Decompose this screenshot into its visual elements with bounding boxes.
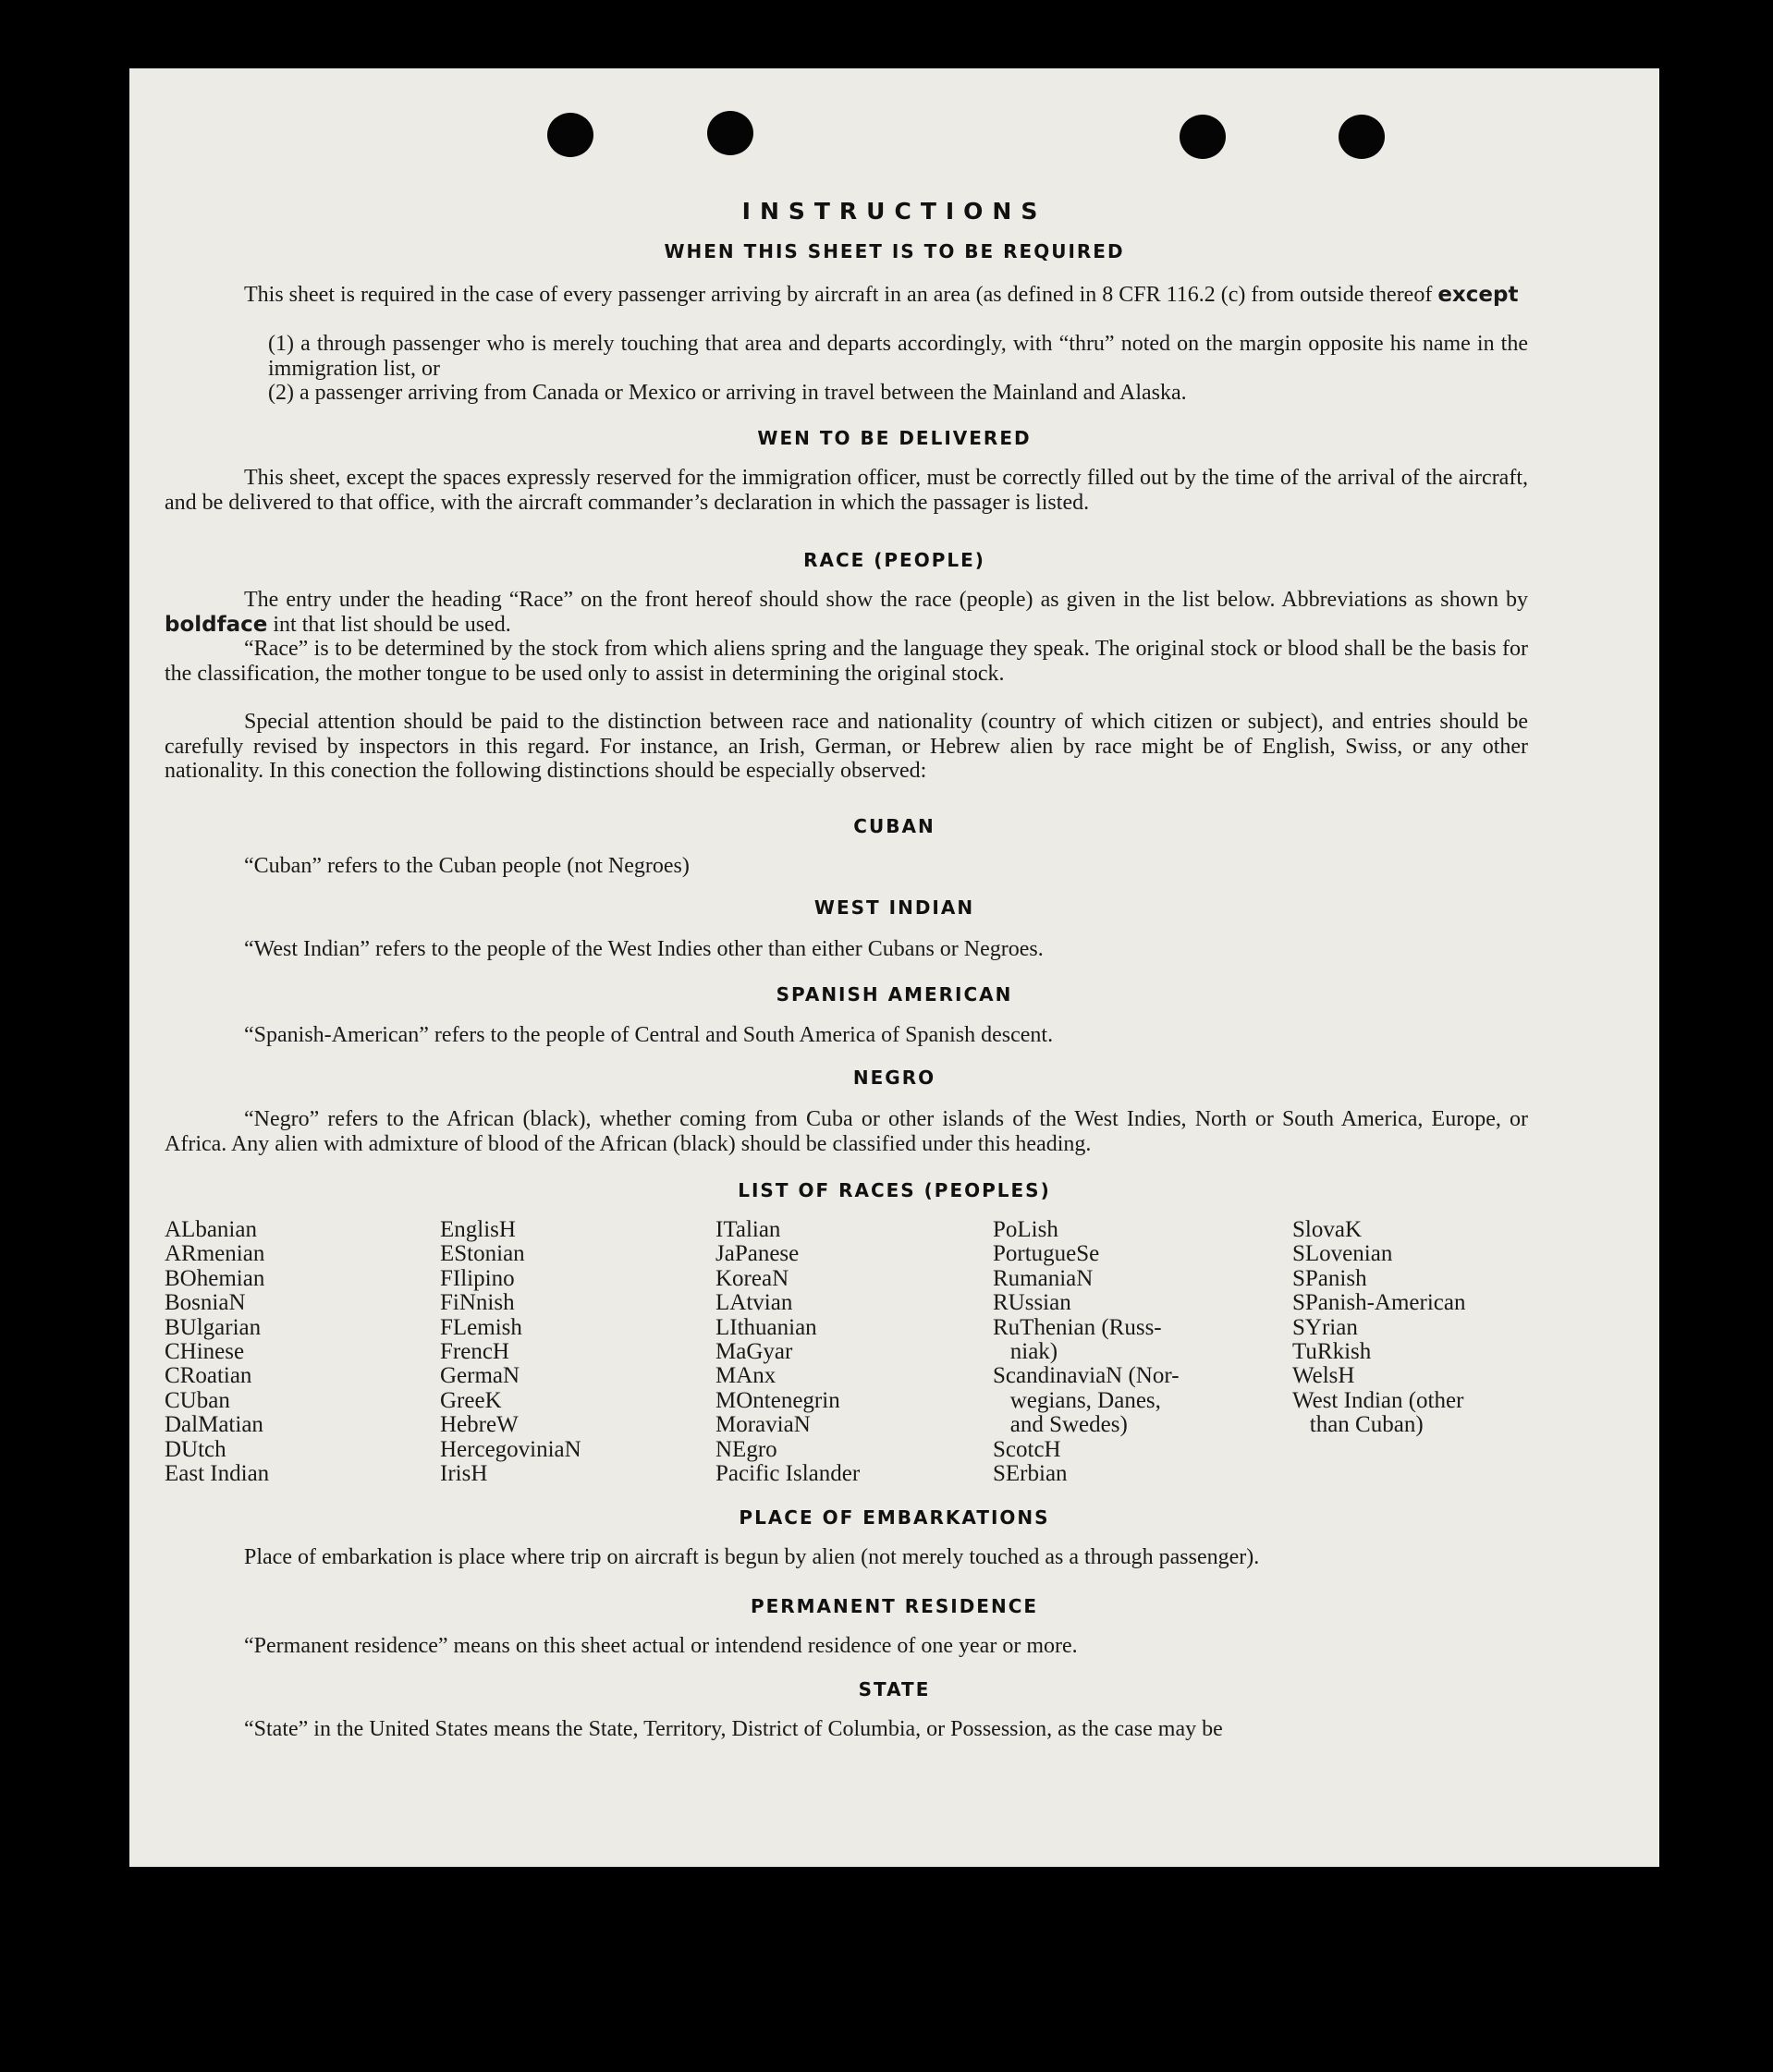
heading-spanish-american: SPANISH AMERICAN <box>776 983 1013 1006</box>
race-entry: TuRkish <box>1292 1339 1372 1365</box>
race-entry: CUban <box>165 1387 230 1413</box>
race-entry: IrisH <box>440 1461 488 1487</box>
race-entry: and Swedes) <box>993 1412 1128 1438</box>
race-entry: GermaN <box>440 1363 520 1389</box>
race-entry: RuThenian (Russ- <box>993 1314 1162 1340</box>
race-entry: FIlipino <box>440 1265 515 1291</box>
delivered-paragraph: This sheet, except the spaces expressly reserved for the immigration officer, must be correctly filled out by the time of the arrival of the aircraft, and be delivered to that office, with the aircraft commander’s declaration in which the passager is listed. <box>165 466 1528 515</box>
race-entry: CRoatian <box>165 1363 252 1389</box>
required-item-2: (2) a passenger arriving from Canada or Mexico or arriving in travel between the Mainland and Alaska. <box>268 381 1187 405</box>
races-column-4 <box>993 1218 1180 1486</box>
heading-state: STATE <box>858 1678 931 1700</box>
race-text-after: int that list should be used. <box>273 612 511 637</box>
race-entry: ScandinaviaN (Nor- <box>993 1363 1180 1389</box>
heading-when-required: WHEN THIS SHEET IS TO BE REQUIRED <box>664 240 1125 262</box>
punch-hole <box>707 111 753 155</box>
spanish-american-paragraph: “Spanish-American” refers to the people of Central and South America of Spanish descent. <box>244 1023 1054 1047</box>
race-entry: LIthuanian <box>715 1314 817 1340</box>
race-entry: WelsH <box>1292 1363 1355 1389</box>
race-entry: BOhemian <box>165 1265 265 1291</box>
race-entry: LAtvian <box>715 1290 793 1316</box>
race-entry: SYrian <box>1292 1314 1358 1340</box>
races-column-3 <box>715 1218 860 1486</box>
race-entry: SPanish <box>1292 1265 1367 1291</box>
race-entry: FrencH <box>440 1339 509 1365</box>
race-paragraph-1 <box>165 588 1528 637</box>
race-entry: SPanish-American <box>1292 1290 1466 1316</box>
race-entry: EStonian <box>440 1241 525 1267</box>
heading-west-indian: WEST INDIAN <box>813 896 975 919</box>
race-entry: Pacific Islander <box>715 1461 861 1487</box>
heading-when-delivered: WEN TO BE DELIVERED <box>757 427 1032 449</box>
race-entry: MAnx <box>715 1363 776 1389</box>
race-entry: ITalian <box>715 1217 781 1242</box>
race-entry: PortugueSe <box>993 1241 1100 1267</box>
required-paragraph <box>165 283 1528 308</box>
page-title: INSTRUCTIONS <box>741 198 1047 225</box>
punch-hole <box>1339 115 1385 159</box>
heading-permanent-residence: PERMANENT RESIDENCE <box>750 1595 1039 1617</box>
west-indian-paragraph: “West Indian” refers to the people of the West Indies other than either Cubans or Negroes. <box>244 937 1044 961</box>
race-entry: PoLish <box>993 1217 1058 1242</box>
document-page <box>129 68 1659 1867</box>
heading-cuban: CUBAN <box>853 815 935 837</box>
race-entry: DUtch <box>165 1436 226 1462</box>
race-paragraph-3: Special attention should be paid to the distinction between race and nationality (country of which citizen or subject), and entries should be carefully revised by inspectors in this regard. For instance, an Irish, German, or Hebrew alien by race might be of English, Swiss, or any other nationality. In this conection the following distinctions should be especially observed: <box>165 710 1528 783</box>
race-entry: RUssian <box>993 1290 1071 1316</box>
race-paragraph-2: “Race” is to be determined by the stock from which aliens spring and the language they speak. The original stock or blood shall be the basis for the classification, the mother tongue to be used only to assist in determining the original stock. <box>165 637 1528 686</box>
race-entry: East Indian <box>165 1461 270 1487</box>
race-entry: DalMatian <box>165 1412 263 1438</box>
races-column-1 <box>165 1218 269 1486</box>
race-entry: FiNnish <box>440 1290 515 1316</box>
punch-hole <box>1180 115 1226 159</box>
race-entry: KoreaN <box>715 1265 789 1291</box>
race-entry: NEgro <box>715 1436 777 1462</box>
race-entry: West Indian (other <box>1292 1387 1464 1413</box>
heading-place-of-embarkations: PLACE OF EMBARKATIONS <box>739 1506 1050 1529</box>
race-text-before: The entry under the heading “Race” on the front hereof should show the race (people) as given in the list below. Abbreviations as shown by <box>244 588 1528 612</box>
heading-race: RACE (PEOPLE) <box>803 549 985 571</box>
cuban-paragraph: “Cuban” refers to the Cuban people (not Negroes) <box>244 854 690 878</box>
race-entry: niak) <box>993 1339 1058 1365</box>
race-entry: MaGyar <box>715 1339 793 1365</box>
race-entry: ScotcH <box>993 1436 1061 1462</box>
required-text: This sheet is required in the case of every passenger arriving by aircraft in an area (as defined in 8 CFR 116.2 (c) from outside thereof <box>244 283 1433 307</box>
race-entry: MoraviaN <box>715 1412 811 1438</box>
race-entry: JaPanese <box>715 1241 800 1267</box>
race-entry: BUlgarian <box>165 1314 262 1340</box>
races-column-5 <box>1292 1218 1465 1438</box>
required-item-1: (1) a through passenger who is merely touching that area and departs accordingly, with “thru” noted on the margin opposite his name in the immigration list, or <box>268 332 1528 381</box>
residence-paragraph: “Permanent residence” means on this sheet actual or intendend residence of one year or more. <box>244 1634 1078 1658</box>
heading-list-of-races: LIST OF RACES (PEOPLES) <box>738 1179 1051 1201</box>
races-column-2 <box>440 1218 581 1486</box>
race-entry: EnglisH <box>440 1217 516 1242</box>
race-entry: BosniaN <box>165 1290 246 1316</box>
race-entry: FLemish <box>440 1314 522 1340</box>
race-entry: RumaniaN <box>993 1265 1094 1291</box>
race-entry: GreeK <box>440 1387 502 1413</box>
negro-paragraph: “Negro” refers to the African (black), whether coming from Cuba or other islands of the West Indies, North or South America, Europe, or Africa. Any alien with admixture of blood of the African (black) should be classified under this heading. <box>165 1107 1528 1156</box>
race-entry: SLovenian <box>1292 1241 1393 1267</box>
race-entry: SlovaK <box>1292 1217 1362 1242</box>
embarkation-paragraph: Place of embarkation is place where trip on aircraft is begun by alien (not merely touched as a through passenger). <box>244 1545 1260 1569</box>
state-paragraph: “State” in the United States means the State, Territory, District of Columbia, or Possession, as the case may be <box>244 1717 1223 1741</box>
race-entry: ALbanian <box>165 1217 257 1242</box>
race-entry: HebreW <box>440 1412 519 1438</box>
race-entry: HercegoviniaN <box>440 1436 581 1462</box>
race-entry: wegians, Danes, <box>993 1387 1161 1413</box>
heading-negro: NEGRO <box>852 1066 936 1089</box>
race-entry: than Cuban) <box>1292 1412 1424 1438</box>
race-entry: CHinese <box>165 1339 245 1365</box>
race-entry: ARmenian <box>165 1241 265 1267</box>
race-entry: MOntenegrin <box>715 1387 840 1413</box>
boldface-emphasis: boldface <box>165 612 268 637</box>
race-entry: SErbian <box>993 1461 1068 1487</box>
punch-hole <box>547 113 593 157</box>
except-emphasis: except <box>1437 283 1519 307</box>
